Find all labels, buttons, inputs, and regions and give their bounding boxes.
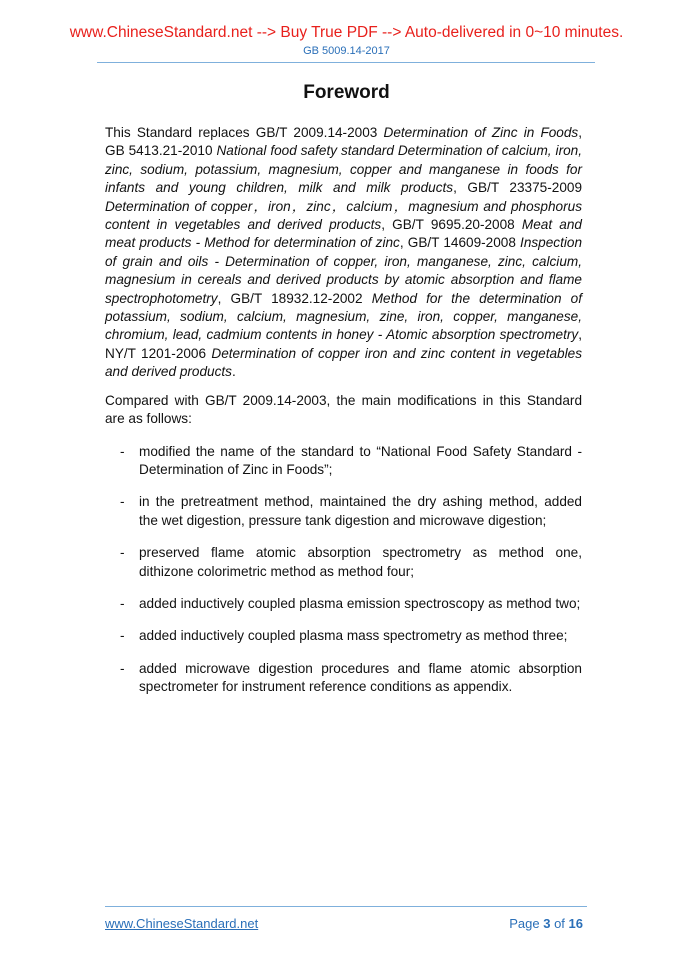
list-item xyxy=(105,443,582,480)
standard-title-text: Method for the determination of potassium, sodium, calcium, magnesium, zine, iron, copper, manganese, chromium, lead, cadmium contents in honey - Atomic absorption spectrometry xyxy=(105,290,582,343)
modifications-list xyxy=(105,443,582,697)
page-label: Page xyxy=(509,916,540,931)
list-item-text: preserved flame atomic absorption spectrometry as method one, dithizone colorimetric method as method four; xyxy=(139,545,582,579)
dash-bullet: - xyxy=(120,443,125,459)
standard-title-text: Determination of copper iron and zinc content in vegetables and derived products xyxy=(105,345,582,380)
footer-divider xyxy=(105,906,587,907)
footer-website-link[interactable]: www.ChineseStandard.net xyxy=(105,916,259,931)
dash-bullet: - xyxy=(120,595,125,611)
list-item-text: added inductively coupled plasma mass spectrometry as method three; xyxy=(139,628,568,644)
standard-code-text: , NY/T 1201-2006 xyxy=(105,327,582,361)
list-item xyxy=(105,595,582,613)
page-title: Foreword xyxy=(303,82,390,103)
list-item xyxy=(105,544,582,581)
standard-title-text: Meat and meat products - Method for determination of zinc xyxy=(105,217,582,251)
standard-title-text: National food safety standard Determination of calcium, iron, zinc, sodium, potassium, magnesium, copper and manganese in foods for infants and young children, milk and milk products xyxy=(105,143,582,196)
list-item-text: added microwave digestion procedures and flame atomic absorption spectrometer for instrument reference conditions as appendix. xyxy=(139,660,582,695)
current-page: 3 xyxy=(543,916,551,931)
paragraph-modifications: Compared with GB/T 2009.14-2003, the main modifications in this Standard are as follows: xyxy=(105,392,582,427)
list-item xyxy=(105,660,582,697)
list-item-text: modified the name of the standard to “National Food Safety Standard - Determination of Zinc in Foods”; xyxy=(139,443,582,477)
dash-bullet: - xyxy=(120,494,125,510)
header-divider xyxy=(97,62,595,63)
document-id: GB 5009.14-2017 xyxy=(303,45,390,57)
standard-code-text: , GB/T 23375-2009 xyxy=(453,180,582,196)
promo-banner[interactable]: www.ChineseStandard.net --> Buy True PDF --> Auto-delivered in 0~10 minutes. xyxy=(69,24,624,41)
standard-title-text: Inspection of grain and oils - Determination of copper, iron, manganese, zinc, calcium, magnesium in cereals and derived products by atomic absorption and flame spectrophotometry xyxy=(105,235,583,306)
standard-title-text: Determination of copper，iron，zinc，calcium，magnesium and phosphorus content in vegetables and derived products xyxy=(105,198,582,233)
page-number xyxy=(509,916,583,931)
standard-code-text: , GB/T 9695.20-2008 xyxy=(381,217,522,233)
dash-bullet: - xyxy=(120,545,125,561)
list-item-text: added inductively coupled plasma emission spectroscopy as method two; xyxy=(139,595,581,611)
standard-code-text: This Standard replaces GB/T 2009.14-2003 xyxy=(105,125,384,140)
standard-title-text: Determination of Zinc in Foods xyxy=(383,125,579,140)
paragraph-replaces xyxy=(105,124,582,382)
dash-bullet: - xyxy=(120,660,125,676)
list-item xyxy=(105,493,582,530)
total-pages: 16 xyxy=(568,916,583,931)
standard-code-text: , GB 5413.21-2010 xyxy=(105,125,583,159)
list-item-text: in the pretreatment method, maintained the dry ashing method, added the wet digestion, pressure tank digestion and microwave digestion; xyxy=(139,494,582,528)
body-text xyxy=(105,124,582,697)
standard-code-text: , GB/T 14609-2008 xyxy=(399,235,521,251)
standard-code-text: . xyxy=(231,364,236,380)
list-item xyxy=(105,627,582,645)
standard-code-text: , GB/T 18932.12-2002 xyxy=(217,290,372,306)
dash-bullet: - xyxy=(120,628,125,644)
of-label: of xyxy=(554,916,565,931)
